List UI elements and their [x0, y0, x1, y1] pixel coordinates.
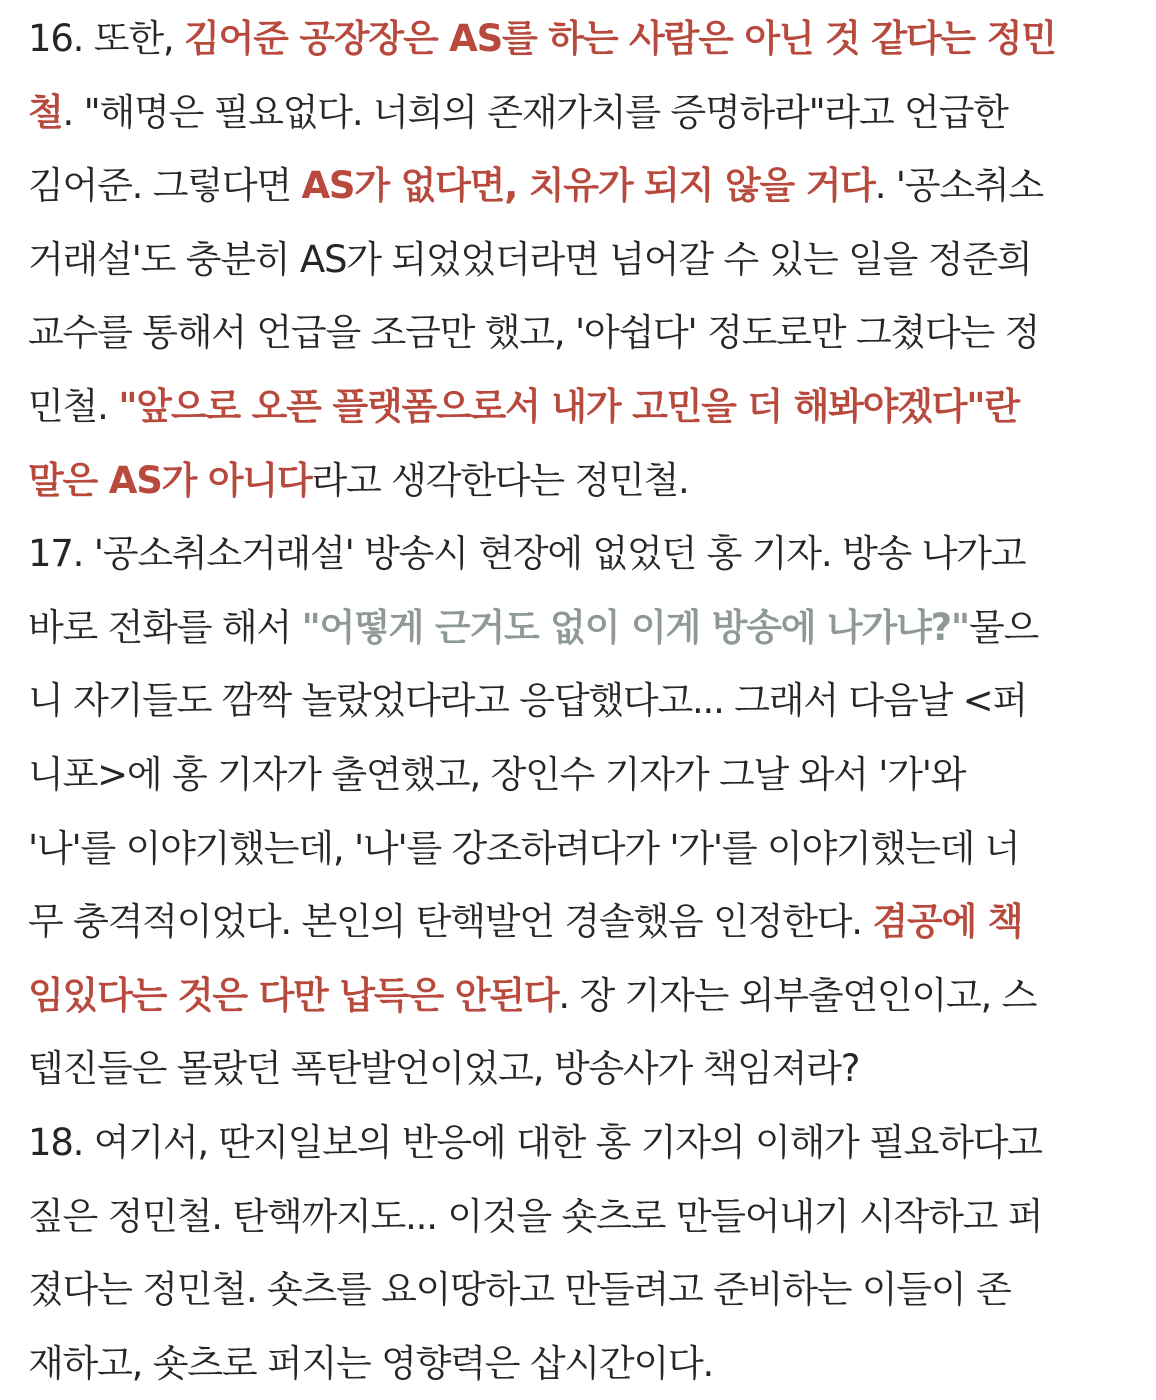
body-text: 17. '공소취소거래설' 방송시 현장에 없었던 홍 기자. 방송 나가고 [28, 532, 1026, 576]
body-text: 니 자기들도 깜짝 놀랐었다라고 응답했다고... 그래서 다음날 <퍼 [28, 679, 1027, 723]
paragraph-17 [28, 517, 1144, 1106]
body-text: 민철. [28, 384, 119, 428]
body-text: 라고 생각한다는 정민철. [311, 458, 689, 502]
text-line [28, 664, 1144, 738]
text-line [28, 517, 1144, 591]
body-text: '나'를 이야기했는데, '나'를 강조하려다가 '가'를 이야기했는데 너 [28, 826, 1020, 870]
highlight-red-text: 김어준 공장장은 AS를 하는 사람은 아닌 것 같다는 정민 [184, 17, 1056, 60]
highlight-gray-quote: "어떻게 근거도 없이 이게 방송에 나가냐?" [301, 605, 969, 649]
text-line [28, 1327, 1144, 1400]
paragraph-16 [28, 2, 1144, 517]
body-text: 거래설'도 충분히 AS가 되었었더라면 넘어갈 수 있는 일을 정준희 [28, 237, 1032, 281]
body-text: 물으 [968, 605, 1039, 649]
body-text: 16. 또한, [28, 17, 185, 60]
body-text: 무 충격적이었다. 본인의 탄핵발언 경솔했음 인정한다. [28, 900, 873, 944]
text-line [28, 1106, 1144, 1180]
text-line [28, 1180, 1144, 1254]
text-line [28, 959, 1144, 1033]
highlight-red-text: 철 [28, 90, 63, 134]
text-line [28, 591, 1144, 665]
article-body [28, 2, 1144, 1400]
text-line [28, 76, 1144, 150]
body-text: . '공소취소 [874, 164, 1043, 208]
body-text: 교수를 통해서 언급을 조금만 했고, '아쉽다' 정도로만 그쳤다는 정 [28, 311, 1040, 355]
text-line [28, 2, 1144, 76]
highlight-red-text: AS가 없다면, 치유가 되지 않을 거다 [301, 164, 875, 208]
highlight-red-text: 말은 AS가 아니다 [28, 458, 312, 502]
highlight-red-text: 겸공에 책 [872, 900, 1023, 944]
text-line [28, 149, 1144, 223]
highlight-red-text: "앞으로 오픈 플랫폼으로서 내가 고민을 더 해봐야겠다"란 [118, 384, 1019, 428]
body-text: 짚은 정민철. 탄핵까지도... 이것을 숏츠로 만들어내기 시작하고 퍼 [28, 1194, 1043, 1238]
text-line [28, 1253, 1144, 1327]
body-text: . "해명은 필요없다. 너희의 존재가치를 증명하라"라고 언급한 [62, 90, 1008, 134]
body-text: 김어준. 그렇다면 [28, 164, 302, 208]
body-text: 재하고, 숏츠로 퍼지는 영향력은 삽시간이다. [28, 1341, 714, 1385]
body-text: 졌다는 정민철. 숏츠를 요이땅하고 만들려고 준비하는 이들이 존 [28, 1268, 1011, 1312]
text-line [28, 370, 1144, 444]
body-text: 18. 여기서, 딴지일보의 반응에 대한 홍 기자의 이해가 필요하다고 [28, 1120, 1042, 1164]
body-text: . 장 기자는 외부출연인이고, 스 [558, 973, 1037, 1017]
body-text: 바로 전화를 해서 [28, 605, 302, 649]
text-line [28, 296, 1144, 370]
text-line [28, 223, 1144, 297]
body-text: 텝진들은 몰랐던 폭탄발언이었고, 방송사가 책임져라? [28, 1047, 860, 1091]
body-text: 니포>에 홍 기자가 출연했고, 장인수 기자가 그날 와서 '가'와 [28, 752, 966, 796]
text-line [28, 812, 1144, 886]
highlight-red-text: 임있다는 것은 다만 납득은 안된다 [28, 973, 559, 1017]
text-line [28, 738, 1144, 812]
text-line [28, 885, 1144, 959]
text-line [28, 444, 1144, 518]
text-line [28, 1032, 1144, 1106]
